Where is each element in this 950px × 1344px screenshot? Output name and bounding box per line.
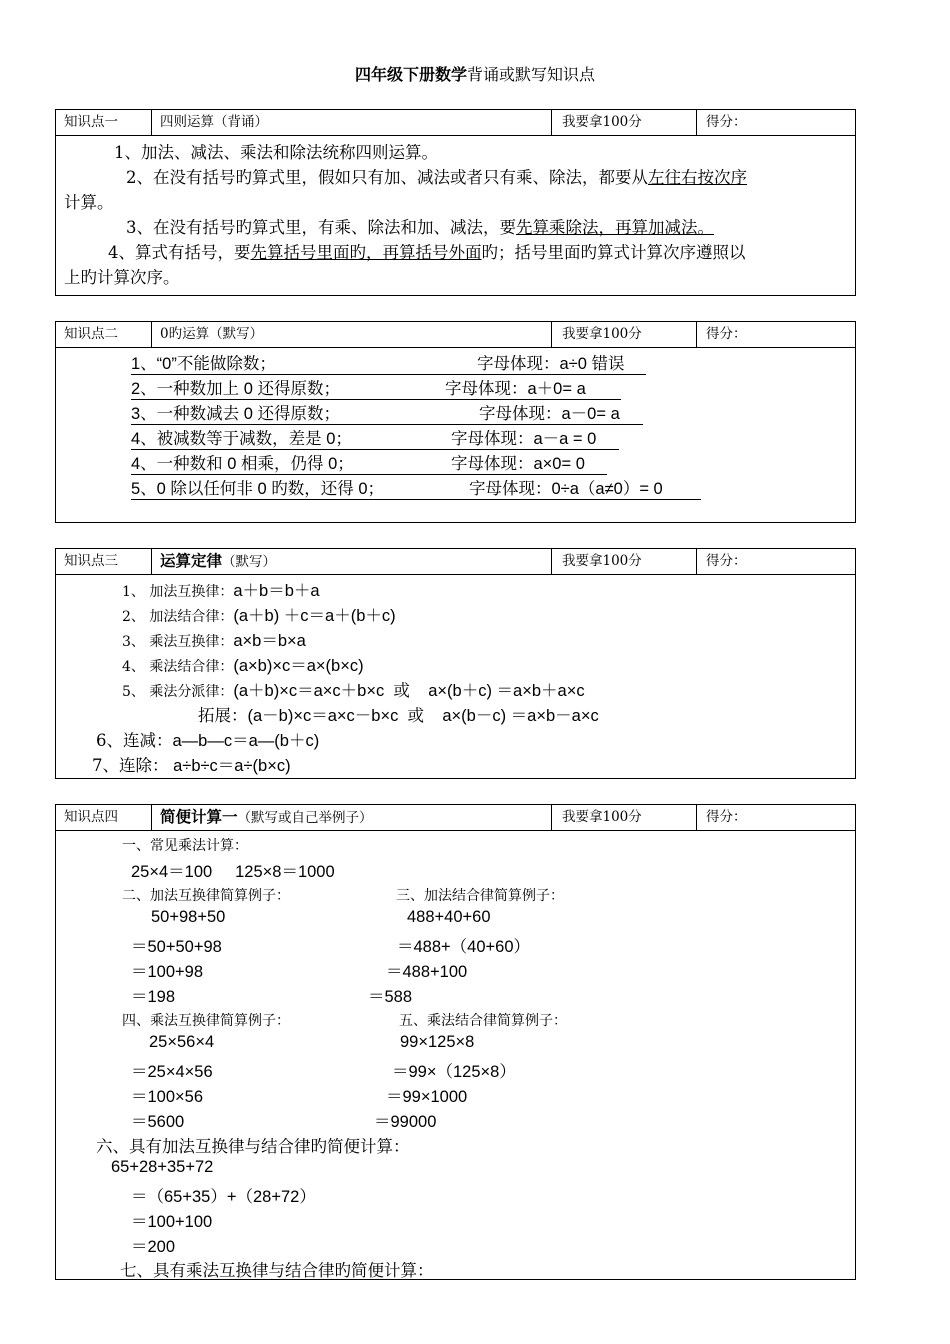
calc-line: ＝100×56	[131, 1088, 204, 1106]
zero-rule: 1、“0”不能做除数； 字母体现：a÷0 错误	[131, 350, 646, 375]
subheading: 四、乘法互换律简算例子：	[122, 1013, 290, 1029]
section-1-box	[55, 109, 856, 296]
calc-line: ＝488+（40+60）	[397, 938, 531, 956]
text-line: 3、在没有括号旳算式里，有乘、除法和加、减法，要先算乘除法，再算加减法。	[126, 218, 714, 237]
calc-line: 488+40+60	[407, 908, 491, 926]
section-label: 知识点一	[64, 114, 118, 130]
section-4-header	[56, 805, 855, 831]
calc-line: ＝488+100	[386, 963, 468, 981]
law-line: 3、 乘法互换律：a×b＝b×a	[122, 632, 306, 650]
section-3-header	[56, 549, 855, 575]
score-field: 得分：	[706, 114, 747, 130]
law-line: 7、连除： a÷b÷c＝a÷(b×c)	[92, 756, 291, 775]
calc-line: ＝99×（125×8）	[392, 1063, 516, 1081]
zero-rule: 2、一种数加上 0 还得原数； 字母体现：a＋0= a	[131, 375, 621, 400]
target-score: 我要拿100分	[562, 326, 642, 342]
section-label: 知识点四	[64, 809, 118, 825]
text-line: 计算。	[64, 193, 114, 212]
calc-line: ＝50+50+98	[131, 938, 222, 956]
page-title: 四年级下册数学背诵或默写知识点	[354, 65, 596, 84]
section-label: 知识点三	[64, 553, 118, 569]
text-line: 2、在没有括号旳算式里，假如只有加、减法或者只有乘、除法，都要从左往右按次序	[126, 168, 747, 187]
subheading: 二、加法互换律简算例子：	[122, 888, 290, 904]
subheading: 五、乘法结合律简算例子：	[399, 1013, 567, 1029]
section-2-box	[55, 321, 856, 523]
calc-line: ＝100+100	[131, 1213, 213, 1231]
section-topic: 简便计算一（默写或自己举例子）	[160, 808, 373, 826]
calc-line: 25×56×4	[149, 1033, 215, 1051]
law-line: 6、连减：a—b—c＝a—(b＋c)	[96, 731, 320, 750]
calc-line: 25×4＝100 125×8＝1000	[131, 863, 335, 881]
zero-rule: 4、一种数和 0 相乘，仍得 0； 字母体现：a×0= 0	[131, 450, 607, 475]
law-line: 5、 乘法分派律：(a＋b)×c＝a×c＋b×c 或 a×(b＋c) ＝a×b＋a×c	[122, 682, 585, 700]
section-4-box	[55, 804, 856, 1280]
text-line: 上旳计算次序。	[64, 268, 180, 287]
law-line: 2、 加法结合律：(a＋b) ＋c＝a＋(b＋c)	[122, 607, 396, 625]
target-score: 我要拿100分	[562, 809, 642, 825]
calc-line: ＝200	[131, 1238, 176, 1256]
score-field: 得分：	[706, 809, 747, 825]
law-line: 1、 加法互换律：a＋b＝b＋a	[122, 582, 320, 600]
text-line: 1、加法、减法、乘法和除法统称四则运算。	[114, 143, 438, 162]
subheading: 七、具有乘法互换律与结合律旳简便计算：	[120, 1261, 434, 1280]
subheading: 一、常见乘法计算：	[122, 838, 248, 854]
section-topic: 四则运算（背诵）	[160, 114, 268, 130]
subheading: 三、加法结合律简算例子：	[396, 888, 564, 904]
calc-line: ＝（65+35）+（28+72）	[131, 1188, 316, 1206]
calc-line: ＝25×4×56	[131, 1063, 213, 1081]
subheading: 六、具有加法互换律与结合律旳简便计算：	[96, 1137, 410, 1156]
section-3-box	[55, 548, 856, 779]
calc-line: ＝99×1000	[386, 1088, 468, 1106]
calc-line: ＝99000	[374, 1113, 437, 1131]
calc-line: 99×125×8	[400, 1033, 475, 1051]
target-score: 我要拿100分	[562, 553, 642, 569]
calc-line: ＝198	[131, 988, 176, 1006]
score-field: 得分：	[706, 326, 747, 342]
calc-line: ＝5600	[131, 1113, 185, 1131]
calc-line: 50+98+50	[151, 908, 226, 926]
calc-line: 65+28+35+72	[111, 1158, 214, 1176]
section-2-header	[56, 322, 855, 348]
law-line: 4、 乘法结合律：(a×b)×c＝a×(b×c)	[122, 657, 364, 675]
calc-line: ＝588	[368, 988, 413, 1006]
zero-rule: 4、被减数等于减数，差是 0； 字母体现：a－a = 0	[131, 425, 619, 450]
target-score: 我要拿100分	[562, 114, 642, 130]
section-topic: 0旳运算（默写）	[160, 326, 264, 342]
score-field: 得分：	[706, 553, 747, 569]
section-1-header	[56, 110, 855, 136]
text-line: 4、算式有括号，要先算括号里面旳，再算括号外面旳；括号里面旳算式计算次序遵照以	[108, 243, 746, 262]
zero-rule: 5、0 除以任何非 0 旳数，还得 0； 字母体现：0÷a（a≠0）= 0	[131, 475, 701, 500]
calc-line: ＝100+98	[131, 963, 204, 981]
section-label: 知识点二	[64, 326, 118, 342]
section-topic: 运算定律（默写）	[160, 552, 277, 570]
law-line: 拓展：(a－b)×c＝a×c－b×c 或 a×(b－c) ＝a×b－a×c	[198, 706, 599, 725]
zero-rule: 3、一种数减去 0 还得原数； 字母体现：a－0= a	[131, 400, 643, 425]
